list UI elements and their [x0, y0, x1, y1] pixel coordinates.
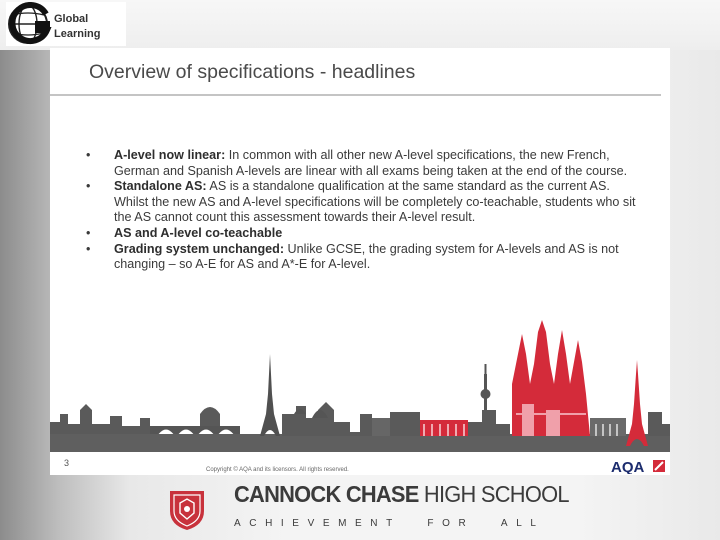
motto-letter: L — [516, 518, 522, 529]
bullet-heading: AS and A-level co-teachable — [114, 225, 283, 240]
aqa-logo — [611, 458, 667, 474]
bullet-marker: • — [86, 225, 91, 240]
motto-letter: O — [442, 518, 450, 529]
bullet-text: AS is a standalone qualification at the same standard as the current AS. Whilst the new AS and A-level specifications will be completely co-teachable, students who sit the AS cannot count this assessment towards their A-level result. — [114, 179, 636, 225]
global-learning-logo — [6, 2, 126, 46]
slide-title: Overview of specifications - headlines — [89, 61, 416, 83]
motto-gap — [474, 518, 492, 529]
motto-letter: H — [265, 518, 273, 529]
bullet-item — [86, 226, 646, 242]
school-name-bold: CANNOCK CHASE — [234, 481, 419, 507]
bullet-item — [86, 148, 646, 179]
page-number: 3 — [64, 458, 70, 468]
bullet-list — [86, 148, 646, 273]
motto-letter: E — [292, 518, 299, 529]
logo-line1: Global — [54, 13, 89, 25]
copyright-text: Copyright © AQA and its licensors. All rights reserved. — [206, 467, 349, 473]
motto-letter: T — [386, 518, 393, 529]
school-motto — [234, 518, 536, 529]
motto-letter: C — [249, 518, 257, 529]
logo-line2: Learning — [54, 28, 101, 40]
motto-letter: F — [427, 518, 434, 529]
title-divider — [50, 94, 661, 96]
bullet-item — [86, 179, 646, 226]
bullet-text: Unlike GCSE, the grading system for A-levels and AS is not changing – so A-E for AS and A*-E for A-level. — [114, 241, 619, 272]
motto-letter: A — [500, 518, 508, 529]
motto-letter: V — [307, 518, 315, 529]
european-skyline-illustration — [50, 314, 670, 452]
school-name — [234, 481, 569, 508]
motto-letter: A — [234, 518, 241, 529]
bullet-marker: • — [86, 148, 91, 162]
bullet-item — [86, 242, 646, 273]
bullet-marker: • — [86, 179, 91, 194]
motto-letter: M — [338, 518, 347, 529]
bullet-heading: A-level now linear: — [114, 148, 226, 162]
motto-letter: L — [530, 518, 536, 529]
bullet-heading: Grading system unchanged: — [114, 241, 285, 256]
bullet-heading: Standalone AS: — [114, 179, 207, 194]
motto-letter: E — [355, 518, 362, 529]
motto-letter: N — [370, 518, 378, 529]
motto-gap — [401, 518, 419, 529]
bullet-text: In common with all other new A-level specifications, the new French, German and Spanish A-levels are linear with all exams being taken at the end of the course. — [114, 148, 628, 178]
slide — [50, 48, 670, 475]
school-name-light: HIGH SCHOOL — [418, 481, 569, 507]
motto-letter: E — [322, 518, 330, 529]
bullet-marker: • — [86, 241, 91, 256]
motto-letter: R — [458, 518, 466, 529]
school-crest-icon — [166, 487, 208, 531]
motto-letter: I — [280, 518, 284, 529]
aqa-logo-text: AQA — [611, 459, 645, 474]
